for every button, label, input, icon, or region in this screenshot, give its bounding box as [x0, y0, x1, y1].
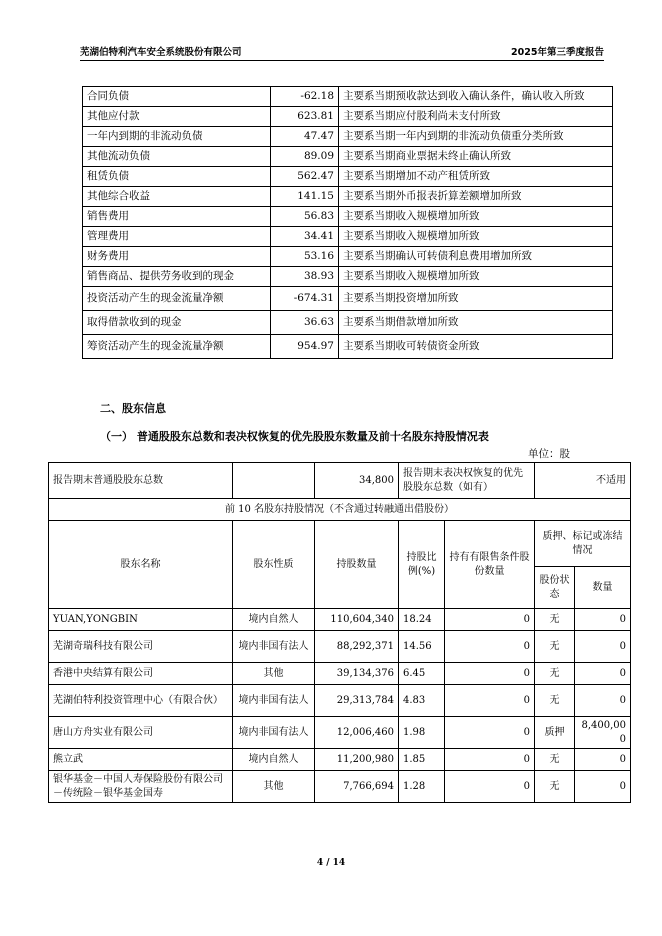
- value-cell: 89.09: [271, 147, 339, 167]
- item-cell: 销售商品、提供劳务收到的现金: [83, 267, 271, 287]
- table-row: [83, 311, 613, 335]
- top10-caption: 前 10 名股东持股情况（不含通过转融通出借股份）: [49, 499, 631, 521]
- holder-restricted: 0: [445, 749, 535, 771]
- pref-holders-label: 报告期末表决权恢复的优先股股东总数（如有）: [399, 463, 535, 499]
- pledge-status: 质押: [535, 717, 575, 749]
- holder-shares: 88,292,371: [315, 631, 399, 663]
- reason-cell: 主要系当期一年内到期的非流动负债重分类所致: [339, 127, 613, 147]
- table-row: [49, 749, 631, 771]
- reason-cell: 主要系当期外币报表折算差额增加所致: [339, 187, 613, 207]
- reason-cell: 主要系当期收入规模增加所致: [339, 267, 613, 287]
- holder-restricted: 0: [445, 631, 535, 663]
- total-holders-value: 34,800: [315, 463, 399, 499]
- holder-shares: 29,313,784: [315, 685, 399, 717]
- page-header: [80, 44, 604, 60]
- holder-name: 香港中央结算有限公司: [49, 663, 233, 685]
- page-number: 4 / 14: [316, 858, 346, 868]
- value-cell: 53.16: [271, 247, 339, 267]
- total-holders-label: 报告期末普通股股东总数: [49, 463, 233, 499]
- table-row: [49, 771, 631, 803]
- pledge-status: 无: [535, 609, 575, 631]
- reason-cell: 主要系当期商业票据未终止确认所致: [339, 147, 613, 167]
- holder-restricted: 0: [445, 609, 535, 631]
- pledge-qty: 0: [575, 685, 631, 717]
- header-ratio: 持股比例(%): [399, 521, 445, 609]
- table-row: [49, 717, 631, 749]
- reason-cell: 主要系当期收入规模增加所致: [339, 227, 613, 247]
- value-cell: 954.97: [271, 335, 339, 359]
- table-row: [83, 87, 613, 107]
- table-row: [83, 267, 613, 287]
- item-cell: 销售费用: [83, 207, 271, 227]
- header-pledge-status: 股份状态: [535, 567, 575, 609]
- top10-caption-row: [49, 499, 631, 521]
- table-row: [83, 335, 613, 359]
- header-row-1: [49, 521, 631, 567]
- unit-label: 单位：股: [528, 448, 570, 460]
- item-cell: 投资活动产生的现金流量净额: [83, 287, 271, 311]
- reason-cell: 主要系当期投资增加所致: [339, 287, 613, 311]
- holder-nature: 境内自然人: [233, 749, 315, 771]
- holder-ratio: 14.56: [399, 631, 445, 663]
- header-nature: 股东性质: [233, 521, 315, 609]
- holder-nature: 其他: [233, 771, 315, 803]
- table-row: [83, 227, 613, 247]
- section-subtitle: （一） 普通股股东总数和表决权恢复的优先股股东数量及前十名股东持股情况表: [100, 430, 489, 443]
- value-cell: 56.83: [271, 207, 339, 227]
- holder-name: 芜湖伯特利投资管理中心（有限合伙）: [49, 685, 233, 717]
- holder-shares: 7,766,694: [315, 771, 399, 803]
- pledge-qty: 0: [575, 749, 631, 771]
- section-title: 二、股东信息: [100, 402, 166, 415]
- reason-cell: 主要系当期借款增加所致: [339, 311, 613, 335]
- reason-cell: 主要系当期增加不动产租赁所致: [339, 167, 613, 187]
- value-cell: 47.47: [271, 127, 339, 147]
- pledge-status: 无: [535, 771, 575, 803]
- reason-cell: 主要系当期应付股利尚未支付所致: [339, 107, 613, 127]
- holder-nature: 境内非国有法人: [233, 717, 315, 749]
- reason-cell: 主要系当期预收款达到收入确认条件，确认收入所致: [339, 87, 613, 107]
- holder-name: YUAN,YONGBIN: [49, 609, 233, 631]
- pledge-status: 无: [535, 663, 575, 685]
- changes-table: [82, 86, 613, 359]
- pledge-status: 无: [535, 685, 575, 717]
- holder-restricted: 0: [445, 717, 535, 749]
- item-cell: 管理费用: [83, 227, 271, 247]
- table-row: [83, 107, 613, 127]
- value-cell: 34.41: [271, 227, 339, 247]
- holder-name: 芜湖奇瑞科技有限公司: [49, 631, 233, 663]
- holder-restricted: 0: [445, 685, 535, 717]
- holder-name: 银华基金－中国人寿保险股份有限公司－传统险－银华基金国寿: [49, 771, 233, 803]
- holder-name: 熊立武: [49, 749, 233, 771]
- pledge-status: 无: [535, 631, 575, 663]
- holder-ratio: 18.24: [399, 609, 445, 631]
- pledge-status: 无: [535, 749, 575, 771]
- holder-shares: 11,200,980: [315, 749, 399, 771]
- table-row: [49, 663, 631, 685]
- holder-ratio: 6.45: [399, 663, 445, 685]
- header-divider: [80, 60, 604, 61]
- holder-restricted: 0: [445, 663, 535, 685]
- table-row: [49, 609, 631, 631]
- header-name: 股东名称: [49, 521, 233, 609]
- value-cell: 562.47: [271, 167, 339, 187]
- pledge-qty: 0: [575, 663, 631, 685]
- holder-nature: 境内非国有法人: [233, 685, 315, 717]
- item-cell: 租赁负债: [83, 167, 271, 187]
- holder-nature: 境内自然人: [233, 609, 315, 631]
- table-row: [83, 287, 613, 311]
- header-shares: 持股数量: [315, 521, 399, 609]
- header-pledge-qty: 数量: [575, 567, 631, 609]
- reason-cell: 主要系当期确认可转债利息费用增加所致: [339, 247, 613, 267]
- table-row: [83, 167, 613, 187]
- pledge-qty: 0: [575, 631, 631, 663]
- table-row: [49, 631, 631, 663]
- total-holders-row: [49, 463, 631, 499]
- item-cell: 取得借款收到的现金: [83, 311, 271, 335]
- value-cell: 141.15: [271, 187, 339, 207]
- holder-nature: 其他: [233, 663, 315, 685]
- table-row: [83, 127, 613, 147]
- holder-shares: 110,604,340: [315, 609, 399, 631]
- item-cell: 筹资活动产生的现金流量净额: [83, 335, 271, 359]
- shareholders-table: [48, 462, 631, 803]
- empty-cell: [233, 463, 315, 499]
- value-cell: 623.81: [271, 107, 339, 127]
- value-cell: -62.18: [271, 87, 339, 107]
- holder-ratio: 1.98: [399, 717, 445, 749]
- pledge-qty: 0: [575, 771, 631, 803]
- item-cell: 财务费用: [83, 247, 271, 267]
- pledge-qty: 8,400,000: [575, 717, 631, 749]
- reason-cell: 主要系当期收可转债资金所致: [339, 335, 613, 359]
- header-pledge: 质押、标记或冻结情况: [535, 521, 631, 567]
- holder-ratio: 1.28: [399, 771, 445, 803]
- table-row: [83, 147, 613, 167]
- item-cell: 其他应付款: [83, 107, 271, 127]
- item-cell: 合同负债: [83, 87, 271, 107]
- pledge-qty: 0: [575, 609, 631, 631]
- item-cell: 一年内到期的非流动负债: [83, 127, 271, 147]
- holder-ratio: 1.85: [399, 749, 445, 771]
- table-row: [83, 247, 613, 267]
- table-row: [83, 187, 613, 207]
- holder-shares: 39,134,376: [315, 663, 399, 685]
- header-restricted: 持有有限售条件股份数量: [445, 521, 535, 609]
- holder-restricted: 0: [445, 771, 535, 803]
- company-name: 芜湖伯特利汽车安全系统股份有限公司: [80, 47, 242, 58]
- value-cell: 36.63: [271, 311, 339, 335]
- pref-holders-value: 不适用: [535, 463, 631, 499]
- item-cell: 其他综合收益: [83, 187, 271, 207]
- table-row: [83, 207, 613, 227]
- holder-nature: 境内非国有法人: [233, 631, 315, 663]
- report-title: 2025年第三季度报告: [511, 47, 604, 58]
- table-row: [49, 685, 631, 717]
- holder-ratio: 4.83: [399, 685, 445, 717]
- holder-shares: 12,006,460: [315, 717, 399, 749]
- reason-cell: 主要系当期收入规模增加所致: [339, 207, 613, 227]
- value-cell: -674.31: [271, 287, 339, 311]
- item-cell: 其他流动负债: [83, 147, 271, 167]
- value-cell: 38.93: [271, 267, 339, 287]
- holder-name: 唐山方舟实业有限公司: [49, 717, 233, 749]
